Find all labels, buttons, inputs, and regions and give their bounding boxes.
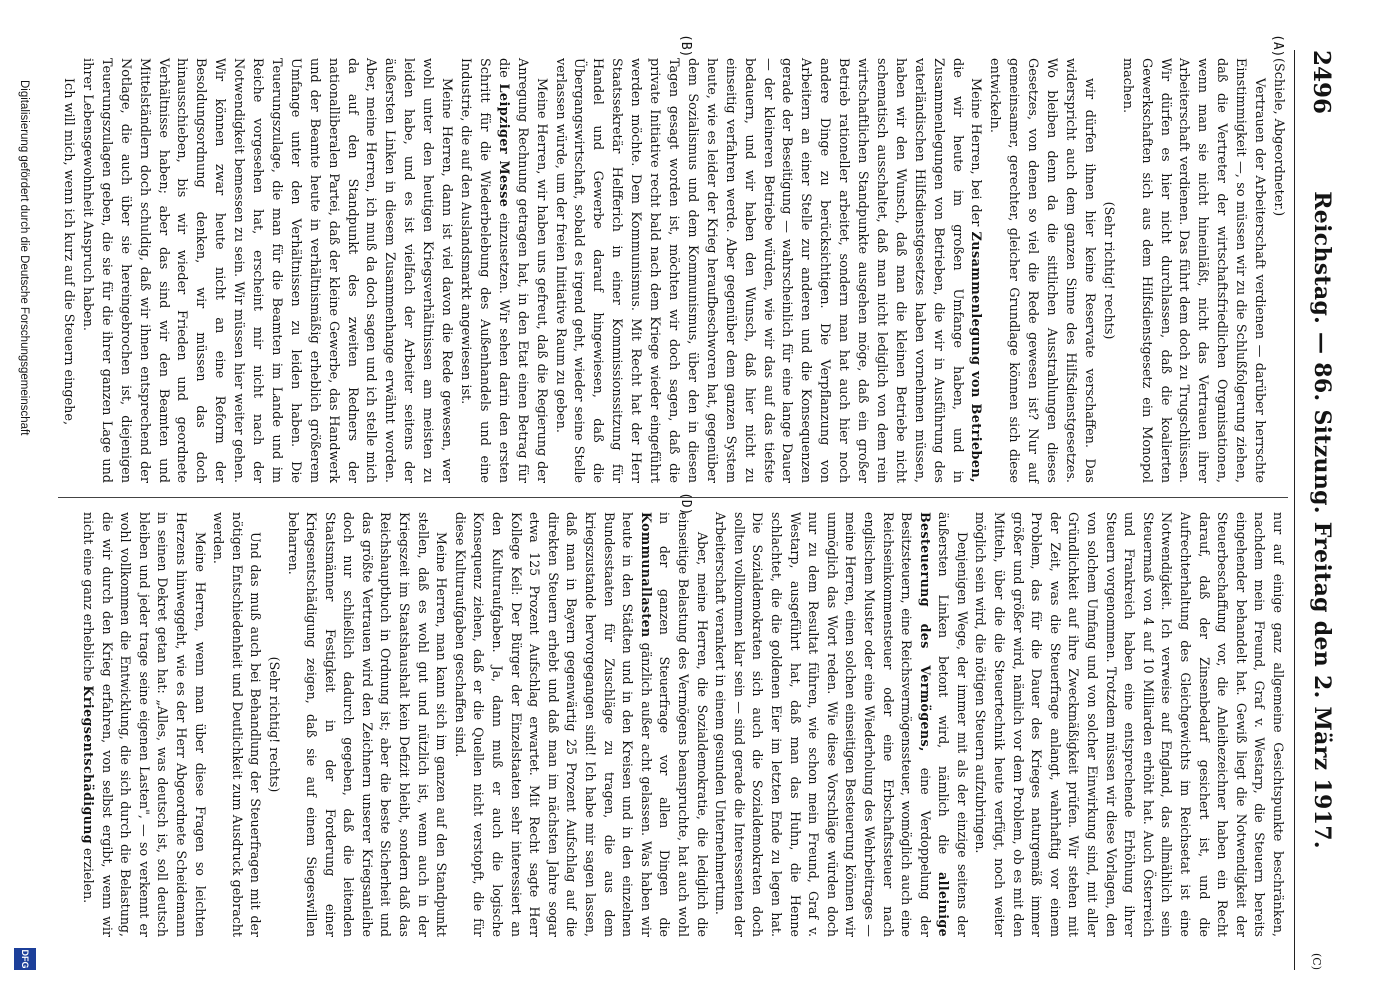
paragraph-text: einzusetzen. Wir sehen darin den ersten Schritt für die Wiederbelebung des Außenhandels und eine Industrie, die auf den Auslandsmarkt angewiesen ist. bbox=[458, 58, 511, 483]
paragraph-lead: Denjenigen Wege, der immer mit als der einzige seitens der äußersten Linken betont wird, nämlich die bbox=[936, 512, 970, 937]
paragraph: Und das muß auch bei Behandlung der Steuerfragen mit der nötigen Entschiedenheit und Deutlichkeit zum Ausdruck gebracht werden. bbox=[211, 512, 264, 937]
emphasized-term: Kommunallasten bbox=[638, 512, 654, 638]
paragraph-text: eine Verdoppelung der Besitzsteuern, eine Reichsvermögenssteuer, womöglich auch eine Reichseinkommensteuer oder eine Erbschaftssteuer nach englischem Muster oder eine Wiederholung des Wehrbeitrages — meine Herren, einen solchen einseitigen Besteuerung können wir unmöglich das Wort reden. Wie diese Vorschläge würden doch nur zu dem Resultat führen, wie schon mein Freund, Graf v. Westarp, ausgeführt hat, daß man das Huhn, die Henne schlachtet, die die goldenen Eier im letzten Ende zu legen hat. Die Sozialdemokraten sich auch die Sozialdemokraten doch sollten vollkommen klar sein — sind gerade die Interessenten der Arbeiterschaft verankert in einem gesunden Unternehmertum. bbox=[713, 512, 933, 938]
emphasized-term: Zusammenlegung von Betrieben, bbox=[968, 231, 984, 483]
paragraph: (Sehr richtig! rechts) bbox=[266, 656, 282, 793]
header-rule bbox=[1294, 50, 1295, 970]
right-text-column bbox=[78, 512, 1287, 937]
paragraph-text: die wir heute im großen Umfange haben, und in Zusammenlegungen von Betrieben, die wir in Ausführung des vaterländischen Hilfsdienstgesetzes haben vornehmen müssen, haben wir den Wunsch, daß man die kleinen Betriebe nicht schematisch ausschaltet, daß man nicht lediglich von dem rein wirtschaftlichen Standpunkte ausgehen möge, daß ein großer Betrieb rationeller arbeitet, sondern man hat auch hier noch andere Dinge zu berücksichtigen. Die Verpflanzung von Arbeitern an einer Stelle zur anderen und die Konsequenzen gerade der Beseitigung — wahrscheinlich für eine lange Dauer — der kleineren Betriebe würden, wie wir das auf das tiefste bedauern, und wir haben den Wunsch, daß hier nicht zu einseitig verfahren werde. Aber gegenüber dem ganzen System heute, wie es leider der Krieg heraufbeschworen hat, gegenüber dem Sozialismus und dem Kommunismus, über den in diesen Tagen gesagt worden ist, möchten wir doch sagen, daß die private Initiative recht bald nach dem Kriege wieder eingeführt werden möchte. Dem Kommunismus. Mit Recht hat der Herr Staatssekretär Helfferich in einer Kommissionssitzung für Handel und Gewerbe darauf hingewiesen, daß die Übergangswirtschaft, sobald es irgend geht, wieder seine Stelle verlassen würde, um der freien Initiative Raum zu geben. bbox=[552, 58, 965, 483]
paragraph: Ich will mich, wenn ich kurz auf die Steuern eingehe, bbox=[61, 78, 76, 426]
paragraph bbox=[450, 512, 710, 937]
paragraph bbox=[711, 512, 971, 937]
running-title: Reichstag. — 86. Sitzung. Freitag den 2. März 1917. bbox=[1309, 191, 1335, 849]
left-text-column bbox=[58, 58, 1287, 483]
paragraph: (Schiele, Abgeordneter.) bbox=[1271, 58, 1286, 217]
paragraph: Meine Herren, dann ist viel davon die Rede gewesen, wer wohl unter den heutigen Kriegsverhältnissen am meisten zu leiden habe, und es ist vielfach der Arbeiter seitens der äußersten Linken in diesem Zusammenhange erwähnt worden. Aber, meine Herren, ich muß da doch sagen und ich stelle mich da auf den Standpunkt des zweiten Redners der nationalliberalen Partei, daß der kleine Gewerbe, das Handwerk und der Beamte heute in verhältnismäßig erheblich größerem Umfange unter den Verhältnissen zu leiden haben. Die Teuerungszulage, die man für die Beamten im Lande und im Reiche vorgesehen hat, erscheint mir nicht nach der Notwendigkeit bemessen zu sein. Wir müssen hier weiter gehen. Wir können zwar heute nicht an eine Reform der Besoldungsordnung denken, wir müssen das doch hinausschieben, bis wir wieder Frieden und geordnete Verhältnisse haben; aber das sind wir den Beamten und Mittelständlern doch schuldig, daß wir ihnen entsprechend der Notlage, die auch über sie hereingebrochen ist, diejenigen Teuerungszulagen geben, die sie für die ihrer ganzen Lage und ihrer Lebensgewohnheit Anspruch haben. bbox=[79, 58, 455, 483]
paragraph bbox=[550, 58, 985, 483]
paragraph bbox=[78, 512, 208, 937]
paragraph-lead: Meine Herren, bei der bbox=[968, 78, 984, 227]
running-head bbox=[1303, 50, 1343, 970]
paragraph-text: erzielen. bbox=[81, 848, 96, 904]
paragraph: nur auf einige ganz allgemeine Gesichtspunkte beschränken, nachdem mein Freund, Graf v. Westarp, die Steuern bereits eingehender behandelt hat. Gewiß liegt die Notwendigkeit der Steuerbeschaffung vor, die Anleihezeichner haben ein Recht darauf, daß der Zinsenbedarf gesichert ist, und die Aufrechterhaltung des Gleichgewichts im Reichsetat ist eine Notwendigkeit. Ich verweise auf England, das allmählich sein Steuermaß von 4 auf 10 Milliarden erhöht hat. Auch Österreich und Frankreich haben eine entsprechende Erhöhung ihrer Steuern vorgenommen. Trotzdem müssen wir diese Vorlagen, den von solchem Umfang und von solcher Einwirkung sind, mit aller Gründlichkeit auf ihre Zweckmäßigkeit prüfen. Wir stehen mit der Zeit, was die Steuerfrage anlangt, wahrhaftig vor einem Problem, das für die Dauer des Krieges naturgemäß immer größer und größer wird, nämlich vor dem Problem, ob es mit den Mitteln, über die die Steuertechnik heute verfügt, noch weiter möglich sein wird, die nötigen Steuern aufzubringen. bbox=[973, 512, 1286, 937]
paragraph: wir dürfen ihnen hier keine Reservate verschaffen. Das widerspricht auch dem ganzen Sinne des Hilfsdienstgesetzes. Wo bleiben denn da die sittlichen Ausstrahlungen dieses Gesetzes, von denen so viel die Rede gewesen ist? Nur auf gemeinsamer, gerechter, gleicher Grundlage können sich diese entwickeln. bbox=[987, 58, 1097, 483]
paragraph: Vertrauen der Arbeiterschaft verdienen — darüber herrschte Einstimmigkeit —, so müssen wir zu die Schlußfolgerung ziehen, daß die Vertreter der wirtschaftsfriedlichen Organisationen, wenn man sie nicht hineinläßt, nicht das Vertrauen ihrer Arbeiterschaft verdienen. Das führt dem doch zu Trugschlüssen. Wir dürfen es hier nicht durchlassen, daß die koalierten Gewerkschaften sich aus dem Hilfsdienstgesetz ein Monopol machen. bbox=[1119, 58, 1268, 483]
paragraph-lead: Meine Herren, wir haben uns gefreut, daß die Regierung der Anregung Rechnung getragen hat, in den Etat einen Betrag für die bbox=[495, 58, 549, 483]
page-number: 2496 bbox=[1308, 50, 1335, 115]
dfg-logo: DFG bbox=[14, 948, 36, 970]
paragraph-text: gänzlich außer acht gelassen. Was haben wir heute in den Städten und in den Kreisen und in den einzelnen Bundesstaaten für Zuschläge zu tragen, die aus dem kriegszustande hervorgegangen sind! Ich habe mir sagen lassen, daß man in Bayern gegenwärtig 25 Prozent Aufschlag auf die direkten Steuern erhebt und daß man im nächsten Jahre sogar etwa 125 Prozent Aufschlag erwartet. Mit Recht sagte Herr Kollege Keil: Der Bürger der Einzelstaaten sehr interessiert an den Kulturaufgaben. Ja, dann muß er auch die logische Konsequenz ziehen, daß er die Quellen nicht verstopft, die für diese Kulturaufgaben geschaffen sind. bbox=[452, 512, 654, 937]
margin-mark-a: (A) bbox=[1270, 34, 1285, 58]
paragraph: (Sehr richtig! rechts) bbox=[1100, 201, 1116, 340]
margin-mark-b: (B) bbox=[678, 34, 693, 58]
margin-mark-d: (D) bbox=[678, 492, 693, 516]
paragraph-lead: Aber, meine Herren, die Sozialdemokratie, die lediglich die einseitige Belastung des Vermögens beanspruchte, hat auch wohl in der ganzen Steuerfrage vor allen Dingen die bbox=[657, 512, 710, 937]
paragraph: Meine Herren, man kann sich im ganzen auf den Standpunkt stellen, daß es wohl gut und nützlich ist, wenn auch in der Kriegszeit im Staatshaushalt kein Defizit bleibt, sondern daß das Reichshauptbuch in Ordnung ist; aber die beste Sicherheit und das größte Vertrauen wird den Zeichnern unserer Kriegsanleihe doch nur schließlich dadurch gegeben, daß die leitenden Staatsmänner Festigkeit in der Forderung einer Kriegsentschädigung zeigen, daß sie auf einem Siegeswillen beharren. bbox=[285, 512, 450, 937]
paragraph-lead: Meine Herren, wenn man über diese Fragen so leichten Herzens hinweggeht, wie es der Herr Abgeordnete Scheidemann in seinen Dekret getan hat: „Alles, was deutsch ist, soll deutsch bleiben und jeder trage seine eigenen Lasten", — so verkennt er wohl vollkommen die Entwicklung, die sich durch die Belastung, die wir durch den Krieg erfahren, von selbst ergibt, wenn wir nicht eine ganz erhebliche bbox=[81, 512, 208, 937]
column-divider bbox=[58, 497, 1288, 498]
emphasized-term: Leipziger Messe bbox=[495, 83, 511, 208]
emphasized-term: alleinige Besteuerung des Vermögens, bbox=[917, 512, 952, 937]
digitization-strip bbox=[8, 40, 38, 980]
column-mark-c: (C) bbox=[1310, 953, 1323, 970]
paragraph bbox=[455, 58, 550, 483]
digitization-credit: Digitalisierung gefördert durch die Deutsche Forschungsgemeinschaft bbox=[18, 80, 30, 436]
emphasized-term: Kriegsentschädigung bbox=[81, 685, 96, 844]
